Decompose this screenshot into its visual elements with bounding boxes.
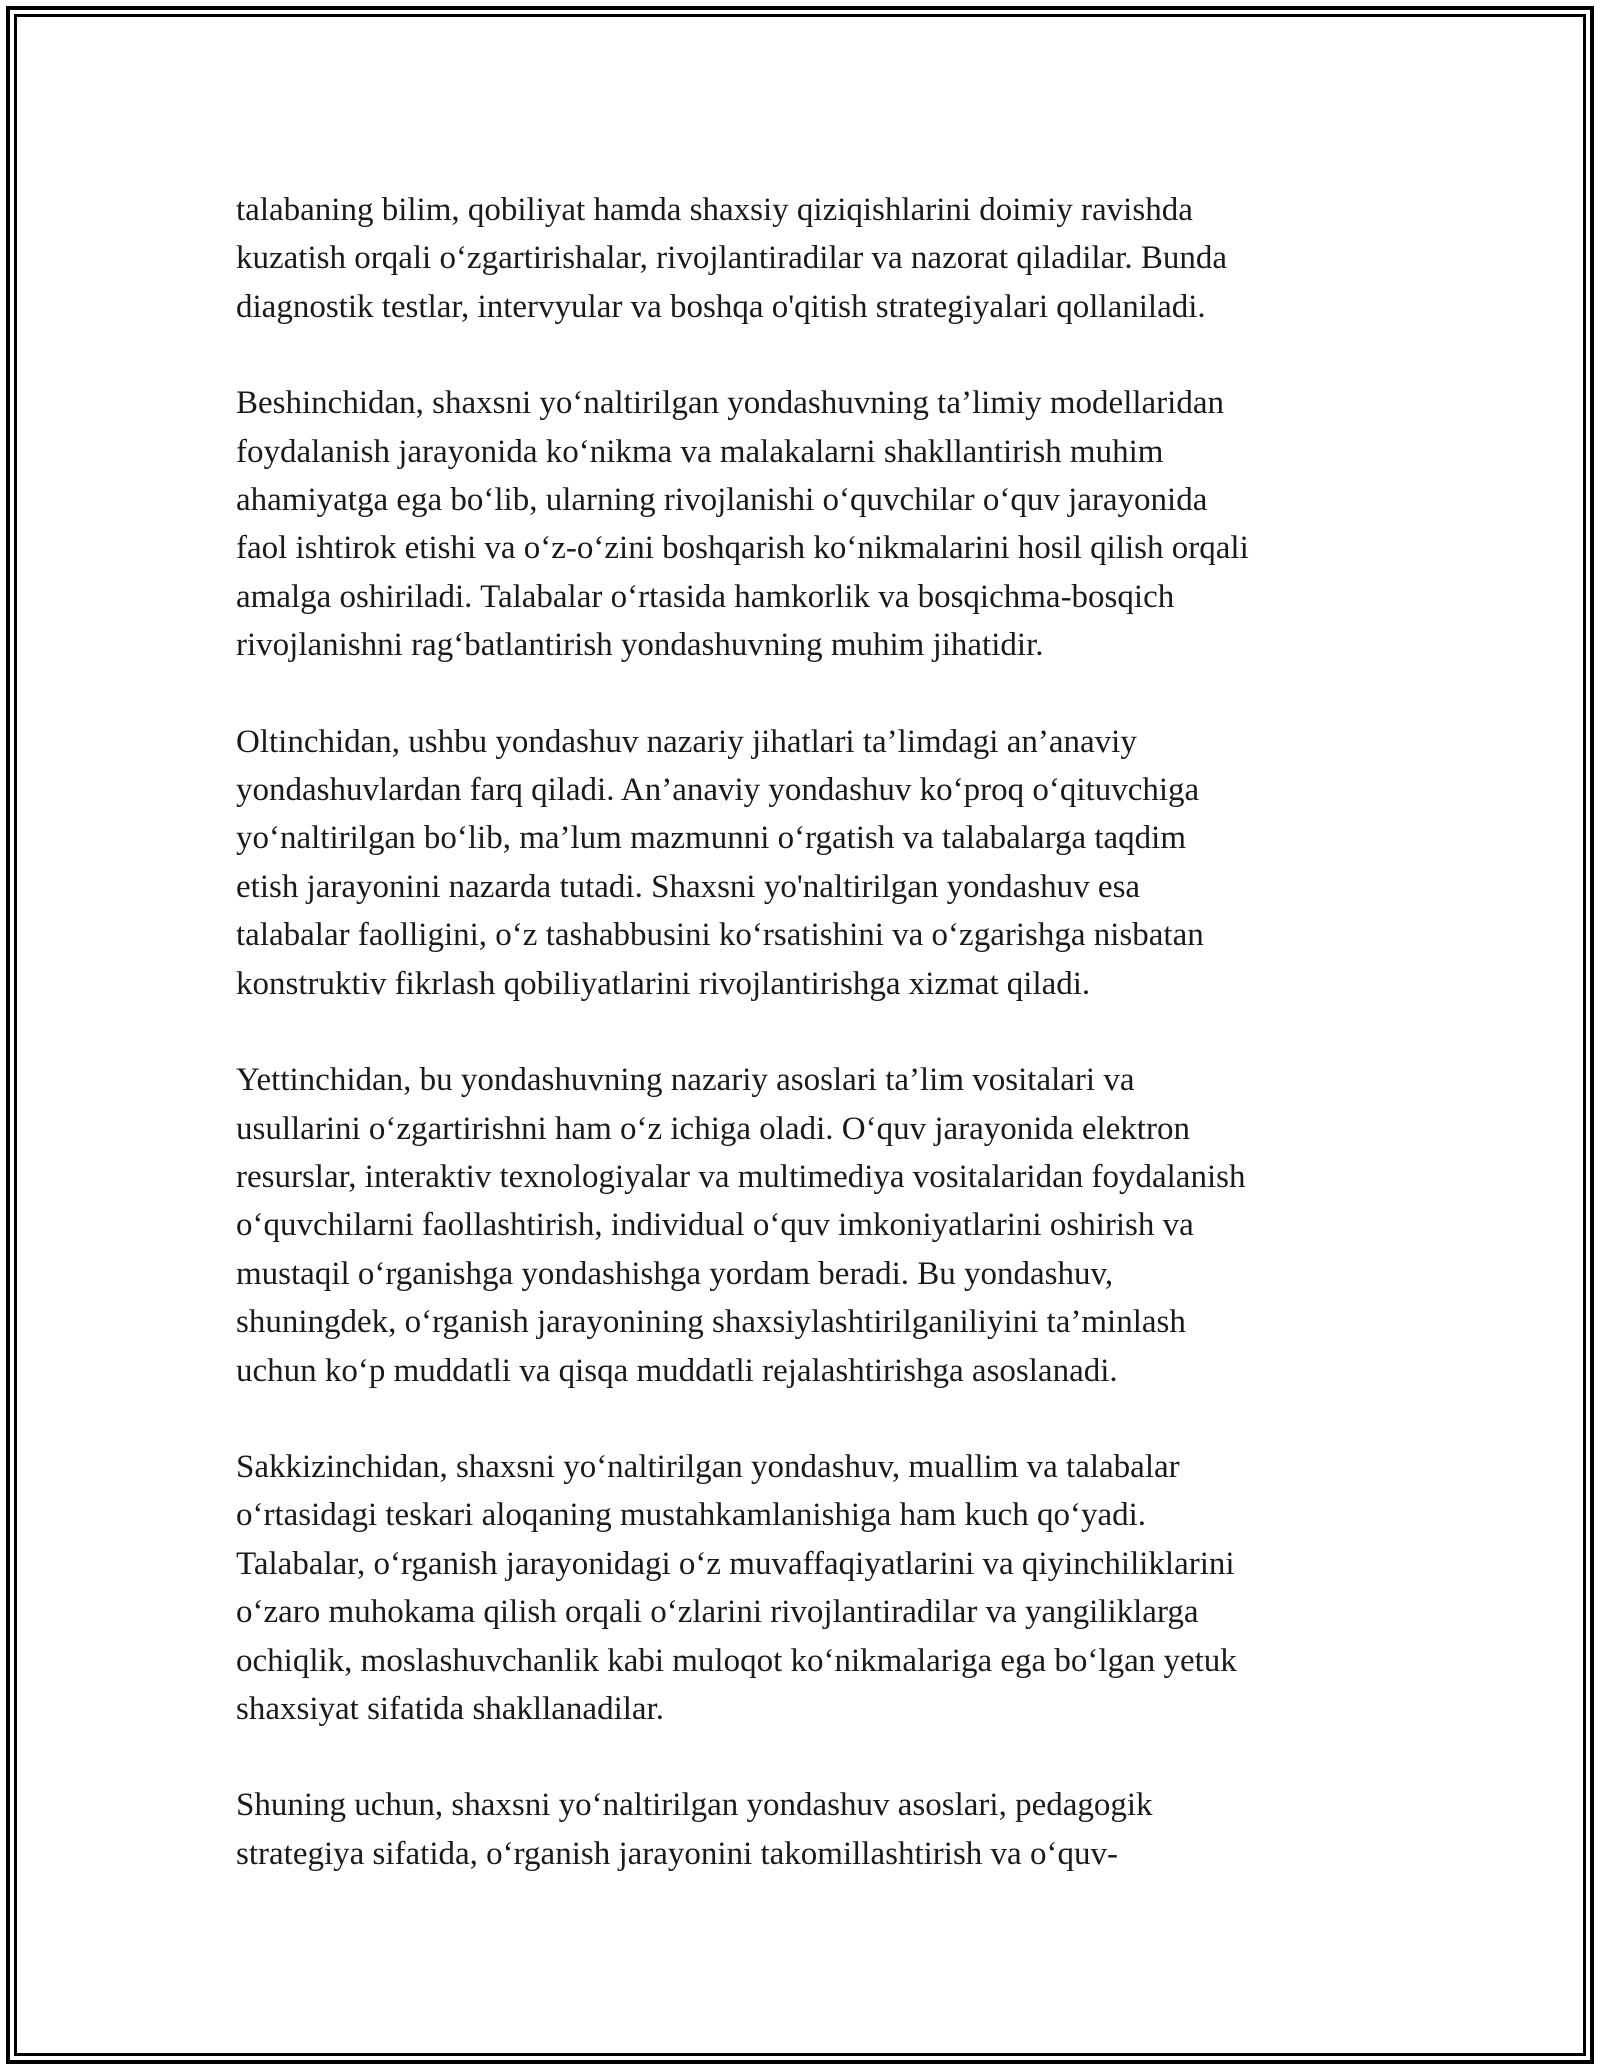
text-line: Oltinchidan, ushbu yondashuv nazariy jihatlari ta’limdagi an’anaviy xyxy=(236,723,1137,760)
text-line: usullarini o‘zgartirishni ham o‘z ichiga oladi. O‘quv jarayonida elektron xyxy=(236,1110,1190,1147)
text-line: mustaqil o‘rganishga yondashishga yordam beradi. Bu yondashuv, xyxy=(236,1255,1114,1292)
paragraph-6 xyxy=(236,1781,1366,1878)
text-line: Talabalar, o‘rganish jarayonidagi o‘z muvaffaqiyatlarini va qiyinchiliklarini xyxy=(236,1545,1235,1582)
text-line: konstruktiv fikrlash qobiliyatlarini rivojlantirishga xizmat qiladi. xyxy=(236,965,1091,1002)
text-line: ahamiyatga ega bo‘lib, ularning rivojlanishi o‘quvchilar o‘quv jarayonida xyxy=(236,482,1208,519)
text-line: talabaning bilim, qobiliyat hamda shaxsiy qiziqishlarini doimiy ravishda xyxy=(236,192,1193,228)
text-line: Beshinchidan, shaxsni yo‘naltirilgan yondashuvning ta’limiy modellaridan xyxy=(236,385,1224,422)
text-line: yondashuvlardan farq qiladi. An’anaviy yondashuv ko‘proq o‘qituvchiga xyxy=(236,772,1200,809)
text-line: Shuning uchun, shaxsni yo‘naltirilgan yondashuv asoslari, pedagogik xyxy=(236,1787,1153,1824)
text-line: strategiya sifatida, o‘rganish jarayonini takomillashtirish va o‘quv- xyxy=(236,1835,1118,1872)
text-line: amalga oshiriladi. Talabalar o‘rtasida hamkorlik va bosqichma-bosqich xyxy=(236,578,1175,615)
text-line: Sakkizinchidan, shaxsni yo‘naltirilgan yondashuv, muallim va talabalar xyxy=(236,1448,1180,1485)
text-line: resurslar, interaktiv texnologiyalar va multimediya vositalaridan foydalanish xyxy=(236,1158,1246,1195)
text-line: kuzatish orqali o‘zgartirishalar, rivojlantiradilar va nazorat qiladilar. Bunda xyxy=(236,240,1228,277)
text-line: yo‘naltirilgan bo‘lib, ma’lum mazmunni o‘rgatish va talabalarga taqdim xyxy=(236,820,1187,857)
paragraph-4 xyxy=(236,1056,1366,1395)
text-line: Yettinchidan, bu yondashuvning nazariy asoslari ta’lim vositalari va xyxy=(236,1062,1135,1099)
text-line: talabalar faolligini, o‘z tashabbusini ko‘rsatishini va o‘zgarishga nisbatan xyxy=(236,917,1204,954)
text-line: o‘rtasidagi teskari aloqaning mustahkamlanishiga ham kuch qo‘yadi. xyxy=(236,1497,1147,1534)
text-line: uchun ko‘p muddatli va qisqa muddatli rejalashtirishga asoslanadi. xyxy=(236,1352,1118,1389)
paragraph-5 xyxy=(236,1443,1366,1733)
text-line: foydalanish jarayonida ko‘nikma va malakalarni shakllantirish muhim xyxy=(236,433,1164,470)
text-line: ochiqlik, moslashuvchanlik kabi muloqot ko‘nikmalariga ega bo‘lgan yetuk xyxy=(236,1642,1237,1679)
text-line: faol ishtirok etishi va o‘z-o‘zini boshqarish ko‘nikmalarini hosil qilish orqali xyxy=(236,530,1249,567)
paragraph-1 xyxy=(236,186,1366,331)
paragraph-3 xyxy=(236,718,1366,1008)
text-line: rivojlanishni rag‘batlantirish yondashuvning muhim jihatidir. xyxy=(236,627,1044,664)
paragraph-2 xyxy=(236,379,1366,669)
text-line: etish jarayonini nazarda tutadi. Shaxsni yo'naltirilgan yondashuv esa xyxy=(236,868,1141,905)
text-line: diagnostik testlar, intervyular va boshqa o'qitish strategiyalari qollaniladi. xyxy=(236,288,1206,325)
text-line: o‘quvchilarni faollashtirish, individual o‘quv imkoniyatlarini oshirish va xyxy=(236,1207,1194,1244)
text-line: shuningdek, o‘rganish jarayonining shaxsiylashtirilganiliyini ta’minlash xyxy=(236,1304,1186,1341)
text-line: o‘zaro muhokama qilish orqali o‘zlarini rivojlantiradilar va yangiliklarga xyxy=(236,1594,1199,1631)
document-body xyxy=(236,186,1366,1878)
text-line: shaxsiyat sifatida shakllanadilar. xyxy=(236,1690,664,1727)
